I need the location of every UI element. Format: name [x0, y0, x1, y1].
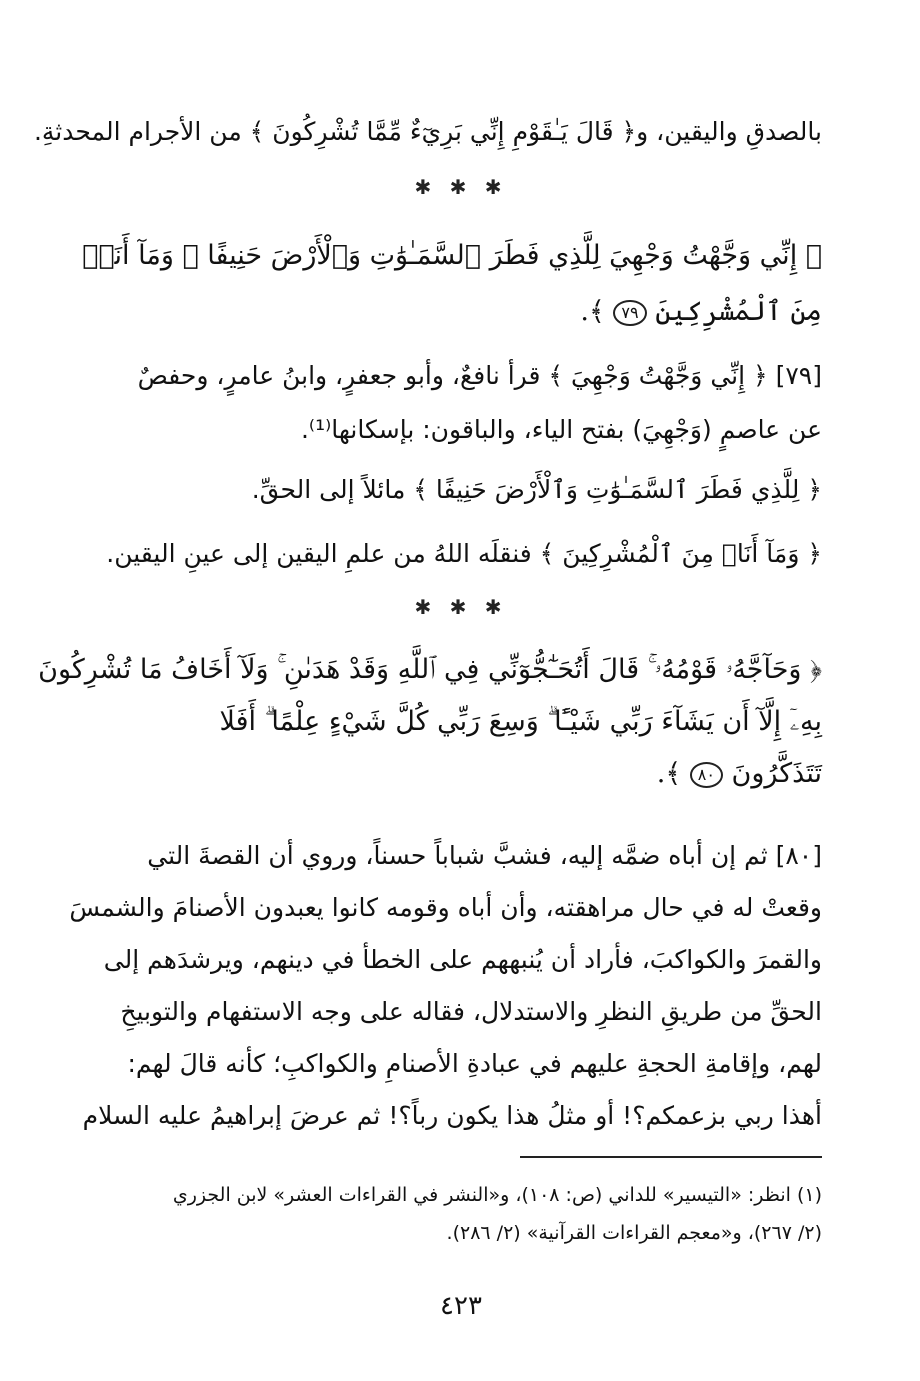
commentary-line: ﴿ وَمَآ أَنَا۠ مِنَ ٱلْمُشْرِكِينَ ﴾ فنقلَه اللهُ من علمِ اليقين إلى عينِ اليقين.	[106, 539, 822, 568]
quran-verse-line: بِهِۦٓ إِلَّآ أَن يَشَآءَ رَبِّي شَيْـًٔا ۗ وَسِعَ رَبِّي كُلَّ شَيْءٍ عِلْمًا ۗ أَفَلَا	[219, 706, 822, 737]
verse-number-marker: ٨٠	[690, 762, 723, 788]
commentary-line: ﴿ لِلَّذِي فَطَرَ ٱلسَّمَـٰوَٰتِ وَٱلْأَرْضَ حَنِيفًا ﴾ مائلاً إلى الحقِّ.	[251, 475, 822, 504]
section-separator: ✱ ✱ ✱	[414, 595, 508, 619]
commentary-line: الحقِّ من طريقِ النظرِ والاستدلال، فقاله على وجه الاستفهام والتوبيخِ	[120, 997, 822, 1026]
quran-verse-line	[100, 752, 822, 796]
verse-close-bracket: ﴾.	[580, 296, 605, 327]
verse-number-marker: ٧٩	[613, 300, 646, 326]
footnote-line: (١) انظر: «التيسير» للداني (ص: ١٠٨)، و«النشر في القراءات العشر» لابن الجزري	[172, 1184, 822, 1206]
footnote-line: (٢/ ٢٦٧)، و«معجم القراءات القرآنية» (٢/ ٢٨٦).	[446, 1222, 822, 1244]
page-number: ٤٢٣	[440, 1291, 482, 1321]
quran-verse-line: ﴿ وَحَآجَّهُۥ قَوْمُهُۥ ۚ قَالَ أَتُحَـٰٓجُّوٓنِّي فِي ٱللَّهِ وَقَدْ هَدَىٰنِ ۚ وَلَآ أَخَافُ مَا تُشْرِكُونَ	[38, 654, 822, 685]
verse-text: تَتَذَكَّرُونَ	[731, 758, 822, 789]
quran-verse-line	[100, 290, 822, 334]
commentary-line: لهم، وإقامةِ الحجةِ عليهم في عبادةِ الأصنامِ والكواكبِ؛ كأنه قالَ لهم:	[127, 1049, 822, 1078]
commentary-line: أهذا ربي بزعمكم؟! أو مثلُ هذا يكون رباً؟! ثم عرضَ إبراهيمُ عليه السلام	[82, 1101, 822, 1130]
commentary-line: عن عاصمٍ (وَجْهِيَ) بفتح الياء، والباقون: بإسكانها⁽¹⁾.	[300, 415, 822, 444]
section-separator: ✱ ✱ ✱	[414, 175, 508, 199]
verse-text: مِنَ ٱلْمُشْرِكِينَ	[655, 296, 822, 327]
commentary-line: وقعتْ له في حال مراهقته، وأن أباه وقومه كانوا يعبدون الأصنامَ والشمسَ	[69, 893, 822, 922]
quran-verse-line: ﴿ إِنِّي وَجَّهْتُ وَجْهِيَ لِلَّذِي فَطَرَ ٱلسَّمَـٰوَٰتِ وَٱلْأَرْضَ حَنِيفًا ۖ وَمَآ أَنَا۠	[82, 240, 822, 271]
commentary-line: [٧٩] ﴿ إِنِّي وَجَّهْتُ وَجْهِيَ ﴾ قرأ نافعٌ، وأبو جعفرٍ، وابنُ عامرٍ، وحفصٌ	[137, 361, 822, 390]
commentary-line: [٨٠] ثم إن أباه ضمَّه إليه، فشبَّ شباباً حسناً، وروي أن القصةَ التي	[147, 841, 822, 870]
verse-close-bracket: ﴾.	[656, 758, 682, 789]
commentary-line: والقمرَ والكواكبَ، فأراد أن يُنبههم على الخطأ في دينهم، ويرشدَهم إلى	[103, 945, 822, 974]
text-line: بالصدقِ واليقين، و﴿ قَالَ يَـٰقَوْمِ إِنِّي بَرِيٓءٌ مِّمَّا تُشْرِكُونَ ﴾ من الأجرام المحدثةِ.	[33, 117, 822, 146]
footnote-divider	[520, 1156, 822, 1158]
